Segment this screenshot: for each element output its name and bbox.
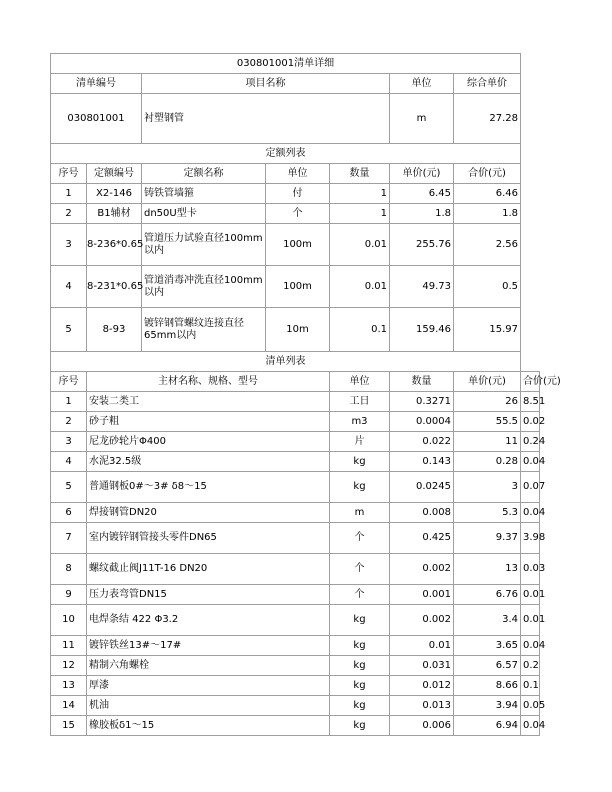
quota-total: 1.8 bbox=[454, 204, 521, 224]
quota-price-header: 单价(元) bbox=[390, 164, 454, 184]
quota-qty-header: 数量 bbox=[330, 164, 390, 184]
material-seq: 1 bbox=[51, 392, 87, 412]
material-seq: 6 bbox=[51, 503, 87, 523]
quota-qty: 0.01 bbox=[330, 266, 390, 308]
material-qty: 0.002 bbox=[390, 605, 454, 636]
quota-row bbox=[51, 266, 540, 308]
material-unit: 片 bbox=[330, 432, 390, 452]
material-unit: kg bbox=[330, 452, 390, 472]
material-qty: 0.031 bbox=[390, 656, 454, 676]
quota-price: 159.46 bbox=[390, 308, 454, 352]
material-row bbox=[51, 472, 540, 503]
material-name: 室内镀锌钢管接头零件DN65 bbox=[87, 523, 330, 554]
material-unit: 个 bbox=[330, 585, 390, 605]
material-total: 0.24 bbox=[521, 432, 540, 452]
material-qty: 0.0245 bbox=[390, 472, 454, 503]
material-price: 0.28 bbox=[454, 452, 521, 472]
bill-name: 衬塑钢管 bbox=[142, 94, 390, 144]
bill-unit-header: 单位 bbox=[390, 74, 454, 94]
quota-qty: 1 bbox=[330, 204, 390, 224]
bill-name-header: 项目名称 bbox=[142, 74, 390, 94]
material-unit: 个 bbox=[330, 554, 390, 585]
quota-code: 8-93 bbox=[87, 308, 142, 352]
material-seq: 2 bbox=[51, 412, 87, 432]
bill-code: 030801001 bbox=[51, 94, 142, 144]
quota-total: 0.5 bbox=[454, 266, 521, 308]
material-total: 0.02 bbox=[521, 412, 540, 432]
material-name: 厚漆 bbox=[87, 676, 330, 696]
material-name: 电焊条结 422 Φ3.2 bbox=[87, 605, 330, 636]
material-qty: 0.022 bbox=[390, 432, 454, 452]
material-price: 6.76 bbox=[454, 585, 521, 605]
material-unit: kg bbox=[330, 656, 390, 676]
quota-name-header: 定额名称 bbox=[142, 164, 266, 184]
material-price: 3.4 bbox=[454, 605, 521, 636]
material-row bbox=[51, 716, 540, 736]
quota-unit-header: 单位 bbox=[266, 164, 330, 184]
quota-price: 255.76 bbox=[390, 224, 454, 266]
material-qty: 0.3271 bbox=[390, 392, 454, 412]
material-total: 0.1 bbox=[521, 676, 540, 696]
material-total: 0.04 bbox=[521, 716, 540, 736]
material-unit: kg bbox=[330, 676, 390, 696]
material-name: 普通钢板0#～3# δ8～15 bbox=[87, 472, 330, 503]
material-qty: 0.0004 bbox=[390, 412, 454, 432]
material-row bbox=[51, 696, 540, 716]
material-total: 0.04 bbox=[521, 636, 540, 656]
material-seq: 15 bbox=[51, 716, 87, 736]
material-seq: 13 bbox=[51, 676, 87, 696]
material-seq-header: 序号 bbox=[51, 372, 87, 392]
bill-price-header: 综合单价 bbox=[454, 74, 521, 94]
quota-name: dn50U型卡 bbox=[142, 204, 266, 224]
table-title: 030801001清单详细 bbox=[51, 54, 521, 74]
quota-seq: 3 bbox=[51, 224, 87, 266]
material-total: 8.51 bbox=[521, 392, 540, 412]
quota-unit: 100m bbox=[266, 266, 330, 308]
material-unit: kg bbox=[330, 472, 390, 503]
material-name: 砂子粗 bbox=[87, 412, 330, 432]
material-seq: 4 bbox=[51, 452, 87, 472]
material-qty: 0.143 bbox=[390, 452, 454, 472]
quota-name: 铸铁管墙箍 bbox=[142, 184, 266, 204]
material-qty: 0.008 bbox=[390, 503, 454, 523]
material-row bbox=[51, 636, 540, 656]
material-price: 8.66 bbox=[454, 676, 521, 696]
material-total: 0.03 bbox=[521, 554, 540, 585]
material-row bbox=[51, 676, 540, 696]
material-total: 3.98 bbox=[521, 523, 540, 554]
material-qty: 0.002 bbox=[390, 554, 454, 585]
material-qty: 0.012 bbox=[390, 676, 454, 696]
material-seq: 8 bbox=[51, 554, 87, 585]
quota-code: B1辅材 bbox=[87, 204, 142, 224]
material-name: 压力表弯管DN15 bbox=[87, 585, 330, 605]
material-row bbox=[51, 412, 540, 432]
material-unit: kg bbox=[330, 636, 390, 656]
quota-seq-header: 序号 bbox=[51, 164, 87, 184]
quota-total-header: 合价(元) bbox=[454, 164, 521, 184]
material-row bbox=[51, 503, 540, 523]
material-price: 13 bbox=[454, 554, 521, 585]
bill-code-header: 清单编号 bbox=[51, 74, 142, 94]
material-total-header: 合价(元) bbox=[521, 372, 540, 392]
quota-qty: 1 bbox=[330, 184, 390, 204]
material-row bbox=[51, 605, 540, 636]
quota-row bbox=[51, 184, 540, 204]
quota-qty: 0.1 bbox=[330, 308, 390, 352]
quota-row bbox=[51, 204, 540, 224]
quota-code-header: 定额编号 bbox=[87, 164, 142, 184]
material-price: 5.3 bbox=[454, 503, 521, 523]
material-seq: 11 bbox=[51, 636, 87, 656]
material-price: 3 bbox=[454, 472, 521, 503]
quota-row bbox=[51, 224, 540, 266]
material-total: 0.04 bbox=[521, 503, 540, 523]
material-section-title: 清单列表 bbox=[51, 352, 521, 372]
quota-seq: 4 bbox=[51, 266, 87, 308]
material-row bbox=[51, 585, 540, 605]
quota-price: 49.73 bbox=[390, 266, 454, 308]
quota-row bbox=[51, 308, 540, 352]
material-name: 机油 bbox=[87, 696, 330, 716]
material-price-header: 单价(元) bbox=[454, 372, 521, 392]
quota-unit: 个 bbox=[266, 204, 330, 224]
quota-code: 8-236*0.65 bbox=[87, 224, 142, 266]
quota-unit: 付 bbox=[266, 184, 330, 204]
material-unit: m3 bbox=[330, 412, 390, 432]
material-unit: m bbox=[330, 503, 390, 523]
material-total: 0.04 bbox=[521, 452, 540, 472]
material-price: 26 bbox=[454, 392, 521, 412]
material-seq: 5 bbox=[51, 472, 87, 503]
quota-price: 1.8 bbox=[390, 204, 454, 224]
material-qty: 0.006 bbox=[390, 716, 454, 736]
material-row bbox=[51, 392, 540, 412]
material-name: 水泥32.5级 bbox=[87, 452, 330, 472]
material-price: 3.65 bbox=[454, 636, 521, 656]
quota-code: 8-231*0.65 bbox=[87, 266, 142, 308]
quota-total: 6.46 bbox=[454, 184, 521, 204]
material-name: 螺纹截止阀J11T-16 DN20 bbox=[87, 554, 330, 585]
material-qty: 0.425 bbox=[390, 523, 454, 554]
material-seq: 12 bbox=[51, 656, 87, 676]
material-row bbox=[51, 432, 540, 452]
quota-seq: 2 bbox=[51, 204, 87, 224]
material-unit-header: 单位 bbox=[330, 372, 390, 392]
material-total: 0.2 bbox=[521, 656, 540, 676]
material-unit: kg bbox=[330, 605, 390, 636]
material-name-header: 主材名称、规格、型号 bbox=[87, 372, 330, 392]
quota-unit: 10m bbox=[266, 308, 330, 352]
material-row bbox=[51, 554, 540, 585]
material-price: 6.94 bbox=[454, 716, 521, 736]
quota-total: 2.56 bbox=[454, 224, 521, 266]
material-name: 尼龙砂轮片Φ400 bbox=[87, 432, 330, 452]
material-unit: kg bbox=[330, 716, 390, 736]
material-price: 6.57 bbox=[454, 656, 521, 676]
material-name: 焊接钢管DN20 bbox=[87, 503, 330, 523]
bill-unit: m bbox=[390, 94, 454, 144]
material-price: 3.94 bbox=[454, 696, 521, 716]
material-total: 0.05 bbox=[521, 696, 540, 716]
material-qty: 0.01 bbox=[390, 636, 454, 656]
material-seq: 3 bbox=[51, 432, 87, 452]
material-seq: 9 bbox=[51, 585, 87, 605]
quota-seq: 1 bbox=[51, 184, 87, 204]
material-row bbox=[51, 656, 540, 676]
quota-total: 15.97 bbox=[454, 308, 521, 352]
material-qty-header: 数量 bbox=[390, 372, 454, 392]
quota-qty: 0.01 bbox=[330, 224, 390, 266]
bill-price: 27.28 bbox=[454, 94, 521, 144]
material-price: 9.37 bbox=[454, 523, 521, 554]
material-name: 橡胶板δ1～15 bbox=[87, 716, 330, 736]
quota-seq: 5 bbox=[51, 308, 87, 352]
material-seq: 14 bbox=[51, 696, 87, 716]
material-qty: 0.001 bbox=[390, 585, 454, 605]
material-total: 0.01 bbox=[521, 605, 540, 636]
material-row bbox=[51, 452, 540, 472]
material-row bbox=[51, 523, 540, 554]
material-qty: 0.013 bbox=[390, 696, 454, 716]
quota-code: X2-146 bbox=[87, 184, 142, 204]
material-seq: 7 bbox=[51, 523, 87, 554]
quota-unit: 100m bbox=[266, 224, 330, 266]
quota-name: 管道消毒冲洗直径100mm以内 bbox=[142, 266, 266, 308]
material-name: 精制六角螺栓 bbox=[87, 656, 330, 676]
material-seq: 10 bbox=[51, 605, 87, 636]
quota-section-title: 定额列表 bbox=[51, 144, 521, 164]
material-total: 0.07 bbox=[521, 472, 540, 503]
material-price: 11 bbox=[454, 432, 521, 452]
material-unit: 工日 bbox=[330, 392, 390, 412]
material-price: 55.5 bbox=[454, 412, 521, 432]
quota-name: 镀锌钢管螺纹连接直径65mm以内 bbox=[142, 308, 266, 352]
material-unit: 个 bbox=[330, 523, 390, 554]
material-name: 镀锌铁丝13#～17# bbox=[87, 636, 330, 656]
material-name: 安装二类工 bbox=[87, 392, 330, 412]
quota-price: 6.45 bbox=[390, 184, 454, 204]
material-total: 0.01 bbox=[521, 585, 540, 605]
quota-name: 管道压力试验直径100mm以内 bbox=[142, 224, 266, 266]
bill-detail-table bbox=[50, 53, 561, 736]
material-unit: kg bbox=[330, 696, 390, 716]
